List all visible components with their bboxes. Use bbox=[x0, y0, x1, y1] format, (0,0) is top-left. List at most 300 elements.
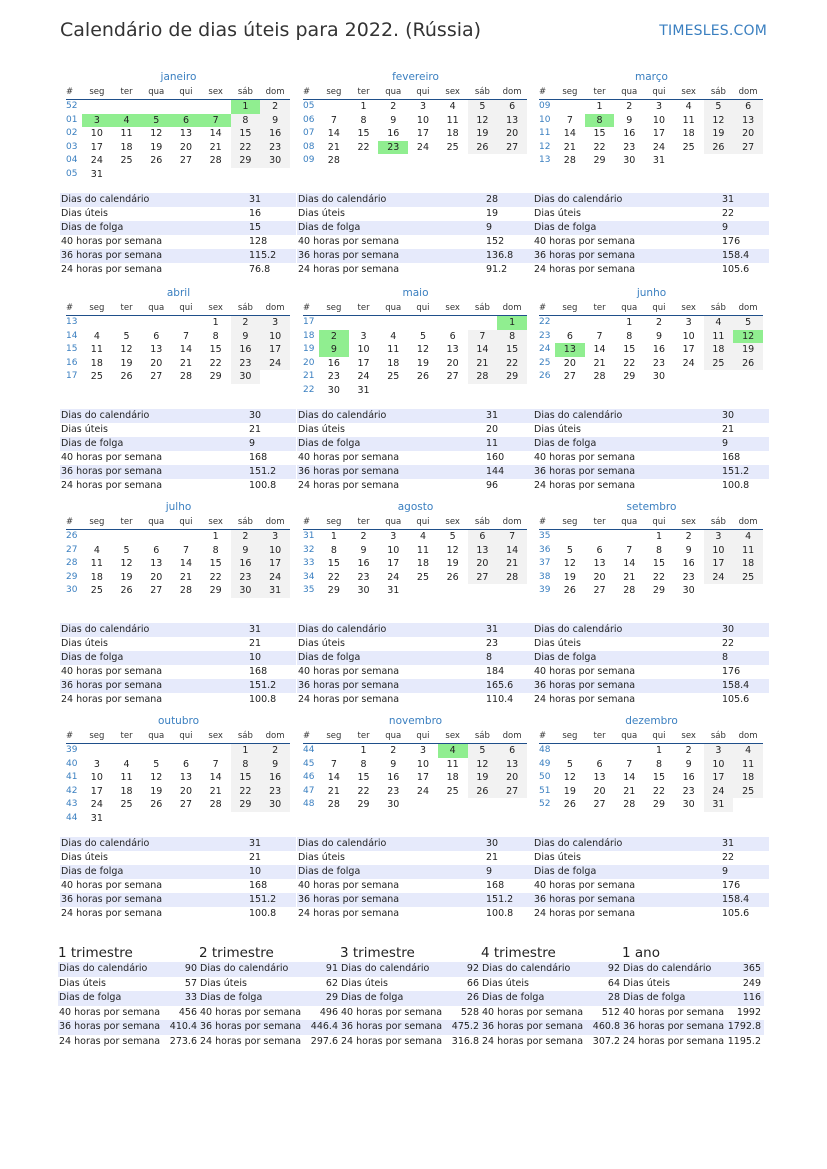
stat-row bbox=[60, 879, 296, 893]
week-row bbox=[303, 343, 527, 357]
day-cell: 24 bbox=[260, 357, 290, 371]
stat-label: 36 horas por semana bbox=[623, 1021, 725, 1032]
week-number: 14 bbox=[66, 330, 78, 341]
day-cell: 10 bbox=[260, 330, 290, 344]
stat-label: Dias úteis bbox=[534, 208, 581, 219]
stat-label: Dias úteis bbox=[298, 424, 345, 435]
stat-row bbox=[60, 637, 296, 651]
day-cell: 17 bbox=[652, 128, 665, 139]
weekday-header: dom bbox=[497, 728, 527, 744]
day-cell: 16 bbox=[387, 128, 400, 139]
day-cell: 21 bbox=[179, 357, 192, 369]
day-cell: 25 bbox=[90, 371, 103, 382]
stat-row bbox=[297, 479, 533, 493]
stat-row bbox=[533, 851, 769, 865]
day-cell: 3 bbox=[260, 316, 290, 330]
day-cell: 24 bbox=[357, 371, 370, 382]
weekday-header: qui bbox=[644, 84, 674, 100]
weekday-header: dom bbox=[497, 300, 527, 316]
stat-label: 40 horas por semana bbox=[534, 666, 636, 677]
stat-value: 62 bbox=[325, 977, 338, 989]
stat-label: Dias do calendário bbox=[200, 963, 289, 974]
day-cell: 4 bbox=[123, 758, 130, 770]
week-number: 24 bbox=[539, 344, 551, 354]
day-cell: 15 bbox=[357, 772, 370, 783]
day-cell: 1 bbox=[231, 744, 261, 758]
day-cell: 20 bbox=[733, 127, 763, 141]
stat-value: 31 bbox=[249, 838, 262, 849]
day-cell: 13 bbox=[733, 114, 763, 128]
weekday-header: dom bbox=[733, 728, 763, 744]
day-cell: 22 bbox=[652, 785, 665, 797]
month-table bbox=[539, 514, 763, 598]
empty-cell bbox=[349, 316, 379, 330]
weekday-header: ter bbox=[349, 728, 379, 744]
day-cell: 28 bbox=[179, 585, 192, 596]
day-cell: 31 bbox=[387, 585, 400, 596]
empty-cell bbox=[378, 316, 408, 330]
week-row bbox=[66, 557, 290, 571]
week-row bbox=[303, 100, 527, 114]
week-number: 16 bbox=[66, 357, 78, 368]
day-cell: 12 bbox=[468, 114, 498, 128]
day-cell: 20 bbox=[497, 771, 527, 785]
week-number: 37 bbox=[539, 558, 551, 568]
weekday-header: sáb bbox=[704, 300, 734, 316]
stat-row bbox=[60, 409, 296, 423]
day-cell: 29 bbox=[652, 799, 665, 810]
stat-value: 64 bbox=[607, 977, 620, 989]
weekday-header: qua bbox=[141, 300, 171, 316]
day-cell: 14 bbox=[623, 772, 636, 783]
day-cell: 24 bbox=[416, 785, 429, 797]
empty-cell bbox=[82, 316, 112, 330]
stat-value: 105.6 bbox=[722, 908, 750, 919]
stat-value: 1992 bbox=[736, 1006, 761, 1018]
day-cell: 27 bbox=[468, 571, 498, 585]
stat-value: 110.4 bbox=[486, 694, 514, 705]
stat-label: 36 horas por semana bbox=[298, 250, 400, 261]
stat-label: Dias do calendário bbox=[61, 624, 150, 635]
month-name: dezembro bbox=[625, 715, 678, 727]
day-cell: 23 bbox=[623, 141, 636, 153]
month-stats bbox=[60, 409, 296, 493]
day-cell: 16 bbox=[231, 557, 261, 571]
day-cell: 14 bbox=[209, 772, 222, 783]
day-cell: 26 bbox=[468, 785, 498, 799]
stat-row bbox=[533, 679, 769, 693]
day-cell: 12 bbox=[120, 558, 133, 569]
stat-row bbox=[297, 437, 533, 451]
stat-label: 36 horas por semana bbox=[61, 466, 163, 477]
day-cell: 15 bbox=[209, 344, 222, 355]
stat-value: 31 bbox=[722, 194, 735, 205]
day-cell: 22 bbox=[357, 785, 370, 797]
day-cell: 11 bbox=[90, 344, 103, 355]
empty-cell bbox=[497, 798, 527, 812]
stat-label: 36 horas por semana bbox=[298, 894, 400, 905]
empty-cell bbox=[438, 798, 468, 812]
day-cell: 31 bbox=[90, 168, 103, 180]
weekday-header: sáb bbox=[704, 514, 734, 530]
stat-row bbox=[533, 423, 769, 437]
week-row bbox=[66, 357, 290, 371]
day-cell: 7 bbox=[182, 330, 189, 342]
stat-label: Dias úteis bbox=[482, 977, 529, 989]
day-cell: 29 bbox=[497, 370, 527, 384]
day-cell: 14 bbox=[327, 128, 340, 139]
day-cell: 30 bbox=[682, 585, 695, 596]
day-cell: 28 bbox=[327, 155, 340, 166]
stat-value: 96 bbox=[486, 480, 499, 491]
day-cell: 19 bbox=[733, 343, 763, 357]
stat-label: 24 horas por semana bbox=[534, 264, 636, 275]
week-row bbox=[66, 744, 290, 758]
weekday-header: ter bbox=[585, 514, 615, 530]
week-row bbox=[539, 530, 763, 544]
day-cell: 23 bbox=[231, 571, 261, 585]
stat-row bbox=[297, 263, 533, 277]
day-cell: 27 bbox=[150, 585, 163, 596]
week-row bbox=[303, 744, 527, 758]
week-row bbox=[303, 798, 527, 812]
stat-value: 11 bbox=[486, 438, 499, 449]
weekday-header: # bbox=[66, 728, 82, 744]
stat-row bbox=[199, 991, 341, 1006]
day-cell: 15 bbox=[231, 127, 261, 141]
period-title: 4 trimestre bbox=[481, 945, 556, 961]
week-number: 12 bbox=[539, 141, 551, 152]
day-cell: 25 bbox=[120, 155, 133, 166]
day-cell: 18 bbox=[704, 343, 734, 357]
day-cell: 24 bbox=[704, 785, 734, 799]
period-title: 1 trimestre bbox=[58, 945, 133, 961]
weekday-header: # bbox=[66, 300, 82, 316]
weekday-header: ter bbox=[349, 514, 379, 530]
day-cell: 2 bbox=[390, 745, 397, 756]
day-cell: 7 bbox=[497, 530, 527, 544]
week-number: 35 bbox=[539, 531, 551, 541]
stat-label: Dias úteis bbox=[534, 424, 581, 435]
stat-label: Dias úteis bbox=[623, 977, 670, 989]
day-cell: 9 bbox=[685, 544, 692, 556]
stat-value: 273.6 bbox=[169, 1035, 197, 1047]
empty-cell bbox=[497, 154, 527, 168]
week-number: 51 bbox=[539, 785, 551, 796]
week-row bbox=[303, 771, 527, 785]
weekday-header: dom bbox=[260, 84, 290, 100]
month-table bbox=[539, 728, 763, 812]
weekday-header: ter bbox=[112, 728, 142, 744]
stat-label: 24 horas por semana bbox=[534, 480, 636, 491]
stat-row bbox=[58, 991, 200, 1006]
stat-row bbox=[533, 865, 769, 879]
week-row bbox=[539, 154, 763, 168]
week-number: 18 bbox=[303, 330, 315, 341]
stat-value: 9 bbox=[486, 866, 493, 877]
stat-label: Dias de folga bbox=[534, 222, 597, 233]
day-cell: 19 bbox=[120, 571, 133, 583]
day-cell: 20 bbox=[179, 785, 192, 797]
week-row bbox=[303, 357, 527, 371]
stat-label: Dias do calendário bbox=[59, 963, 148, 974]
day-cell: 10 bbox=[652, 114, 665, 126]
stat-label: 40 horas por semana bbox=[59, 1006, 161, 1018]
day-cell: 20 bbox=[179, 141, 192, 153]
weekday-header: # bbox=[303, 514, 319, 530]
month-table bbox=[66, 514, 290, 598]
day-cell: 4 bbox=[449, 101, 456, 112]
brand-link[interactable]: TIMESLES.COM bbox=[659, 23, 767, 39]
day-cell: 13 bbox=[593, 772, 606, 783]
weekday-header: qua bbox=[378, 514, 408, 530]
stat-row bbox=[622, 977, 764, 992]
empty-cell bbox=[704, 584, 734, 598]
weekday-header: seg bbox=[555, 300, 585, 316]
week-row bbox=[539, 785, 763, 799]
empty-cell bbox=[497, 384, 527, 398]
stat-label: Dias do calendário bbox=[298, 838, 387, 849]
stat-label: Dias de folga bbox=[61, 222, 124, 233]
month-calendar bbox=[60, 70, 297, 181]
day-cell: 24 bbox=[682, 357, 695, 369]
week-row bbox=[539, 744, 763, 758]
day-cell: 18 bbox=[387, 357, 400, 369]
weekday-header-row bbox=[539, 84, 763, 100]
stat-row bbox=[297, 893, 533, 907]
day-cell: 9 bbox=[260, 114, 290, 128]
stat-row bbox=[340, 1020, 482, 1035]
week-number: 11 bbox=[539, 128, 551, 138]
month-table bbox=[303, 84, 527, 168]
weekday-header: qui bbox=[408, 84, 438, 100]
day-cell: 5 bbox=[566, 758, 573, 770]
day-cell: 3 bbox=[685, 317, 692, 328]
stat-label: 40 horas por semana bbox=[482, 1006, 584, 1018]
stat-value: 30 bbox=[486, 838, 499, 849]
stat-value: 460.8 bbox=[592, 1021, 620, 1032]
day-cell: 25 bbox=[682, 141, 695, 153]
stat-row bbox=[199, 977, 341, 992]
empty-cell bbox=[585, 744, 615, 758]
stat-label: 24 horas por semana bbox=[298, 908, 400, 919]
stat-row bbox=[297, 451, 533, 465]
day-cell: 28 bbox=[468, 370, 498, 384]
empty-cell bbox=[112, 100, 142, 114]
weekday-header: # bbox=[303, 84, 319, 100]
day-cell: 2 bbox=[655, 317, 662, 328]
stat-value: 496 bbox=[319, 1006, 338, 1018]
day-cell: 5 bbox=[419, 330, 426, 342]
day-cell: 6 bbox=[153, 544, 160, 556]
stat-row bbox=[199, 962, 341, 977]
day-cell: 20 bbox=[563, 357, 576, 369]
weekday-header: qua bbox=[614, 84, 644, 100]
weekday-header: sex bbox=[201, 300, 231, 316]
day-cell: 11 bbox=[682, 114, 695, 126]
day-cell: 31 bbox=[652, 155, 665, 166]
day-cell: 22 bbox=[497, 357, 527, 371]
day-cell: 3 bbox=[82, 114, 112, 128]
day-cell: 20 bbox=[150, 357, 163, 369]
day-cell: 12 bbox=[468, 758, 498, 772]
stat-row bbox=[60, 893, 296, 907]
weekday-header: seg bbox=[82, 84, 112, 100]
weekday-header: dom bbox=[260, 728, 290, 744]
weekday-header: seg bbox=[82, 514, 112, 530]
stat-label: Dias de folga bbox=[59, 992, 122, 1003]
day-cell: 20 bbox=[468, 557, 498, 571]
stat-row bbox=[60, 693, 296, 707]
empty-cell bbox=[141, 530, 171, 544]
day-cell: 13 bbox=[179, 772, 192, 783]
day-cell: 21 bbox=[327, 785, 340, 797]
day-cell: 17 bbox=[416, 772, 429, 783]
day-cell: 26 bbox=[416, 371, 429, 382]
stat-row bbox=[622, 962, 764, 977]
empty-cell bbox=[733, 584, 763, 598]
weekday-header: qui bbox=[171, 84, 201, 100]
day-cell: 6 bbox=[596, 758, 603, 770]
day-cell: 27 bbox=[563, 371, 576, 382]
day-cell: 17 bbox=[682, 344, 695, 355]
day-cell: 9 bbox=[319, 343, 349, 357]
day-cell: 16 bbox=[682, 772, 695, 783]
empty-cell bbox=[468, 316, 498, 330]
week-row bbox=[539, 357, 763, 371]
stat-value: 151.2 bbox=[486, 894, 514, 905]
day-cell: 4 bbox=[390, 330, 397, 342]
week-number: 09 bbox=[539, 101, 551, 111]
day-cell: 28 bbox=[209, 799, 222, 810]
week-row bbox=[539, 758, 763, 772]
stat-label: Dias úteis bbox=[298, 208, 345, 219]
stat-value: 9 bbox=[722, 866, 729, 877]
weekday-header: qui bbox=[171, 514, 201, 530]
weekday-header: qua bbox=[141, 514, 171, 530]
stat-row bbox=[297, 465, 533, 479]
day-cell: 16 bbox=[387, 772, 400, 783]
day-cell: 14 bbox=[593, 344, 606, 355]
day-cell: 15 bbox=[357, 128, 370, 139]
day-cell: 27 bbox=[497, 785, 527, 799]
week-row bbox=[303, 114, 527, 128]
weekday-header: qui bbox=[408, 300, 438, 316]
week-row bbox=[66, 544, 290, 558]
month-stats bbox=[533, 409, 769, 493]
stat-value: 21 bbox=[722, 424, 735, 435]
week-number: 22 bbox=[303, 384, 315, 395]
week-row bbox=[303, 544, 527, 558]
stat-row bbox=[533, 879, 769, 893]
weekday-header: qua bbox=[614, 300, 644, 316]
stat-value: 21 bbox=[249, 424, 262, 435]
day-cell: 18 bbox=[90, 357, 103, 369]
weekday-header: seg bbox=[555, 84, 585, 100]
stat-row bbox=[340, 977, 482, 992]
day-cell: 25 bbox=[90, 585, 103, 596]
weekday-header: qua bbox=[614, 514, 644, 530]
week-row bbox=[303, 154, 527, 168]
weekday-header-row bbox=[66, 514, 290, 530]
weekday-header: # bbox=[539, 514, 555, 530]
day-cell: 26 bbox=[120, 371, 133, 382]
day-cell: 30 bbox=[327, 384, 340, 396]
stat-value: 158.4 bbox=[722, 680, 750, 691]
day-cell: 29 bbox=[623, 371, 636, 382]
stat-row bbox=[533, 193, 769, 207]
day-cell: 15 bbox=[497, 343, 527, 357]
stat-label: Dias de folga bbox=[482, 992, 545, 1003]
empty-cell bbox=[704, 370, 734, 384]
day-cell: 1 bbox=[596, 101, 603, 112]
day-cell: 29 bbox=[209, 585, 222, 596]
day-cell: 24 bbox=[652, 141, 665, 153]
stat-row bbox=[297, 837, 533, 851]
day-cell: 6 bbox=[596, 544, 603, 556]
day-cell: 23 bbox=[652, 357, 665, 369]
stat-label: 40 horas por semana bbox=[298, 666, 400, 677]
day-cell: 30 bbox=[231, 584, 261, 598]
day-cell: 8 bbox=[655, 544, 662, 556]
stat-label: 24 horas por semana bbox=[482, 1035, 584, 1047]
day-cell: 28 bbox=[593, 371, 606, 382]
day-cell: 10 bbox=[682, 330, 695, 342]
week-number: 21 bbox=[303, 371, 315, 381]
weekday-header: sáb bbox=[468, 514, 498, 530]
weekday-header: qua bbox=[378, 728, 408, 744]
week-row bbox=[303, 758, 527, 772]
weekday-header: sex bbox=[674, 84, 704, 100]
month-name: novembro bbox=[388, 715, 443, 727]
day-cell: 5 bbox=[733, 316, 763, 330]
day-cell: 3 bbox=[419, 745, 426, 756]
stat-value: 33 bbox=[184, 992, 197, 1003]
stat-row bbox=[58, 1020, 200, 1035]
stat-value: 168 bbox=[249, 666, 268, 677]
day-cell: 2 bbox=[626, 101, 633, 112]
week-row bbox=[66, 330, 290, 344]
day-cell: 19 bbox=[468, 771, 498, 785]
day-cell: 12 bbox=[563, 772, 576, 783]
day-cell: 27 bbox=[497, 141, 527, 155]
day-cell: 14 bbox=[179, 344, 192, 355]
stat-row bbox=[60, 837, 296, 851]
day-cell: 18 bbox=[90, 571, 103, 583]
day-cell: 14 bbox=[497, 544, 527, 558]
week-number: 01 bbox=[66, 114, 78, 125]
day-cell: 17 bbox=[260, 557, 290, 571]
day-cell: 29 bbox=[652, 585, 665, 596]
stat-value: 76.8 bbox=[249, 264, 271, 275]
month-stats bbox=[533, 837, 769, 921]
weekday-header: dom bbox=[260, 300, 290, 316]
week-number: 04 bbox=[66, 155, 78, 165]
stat-row bbox=[622, 1020, 764, 1035]
month-name: julho bbox=[165, 501, 192, 513]
day-cell: 4 bbox=[93, 330, 100, 342]
empty-cell bbox=[468, 384, 498, 398]
empty-cell bbox=[438, 384, 468, 398]
day-cell: 24 bbox=[90, 155, 103, 166]
empty-cell bbox=[260, 370, 290, 384]
stat-value: 297.6 bbox=[310, 1035, 338, 1047]
month-stats bbox=[60, 623, 296, 707]
stat-value: 158.4 bbox=[722, 250, 750, 261]
empty-cell bbox=[260, 812, 290, 826]
day-cell: 4 bbox=[733, 744, 763, 758]
day-cell: 1 bbox=[626, 317, 633, 328]
